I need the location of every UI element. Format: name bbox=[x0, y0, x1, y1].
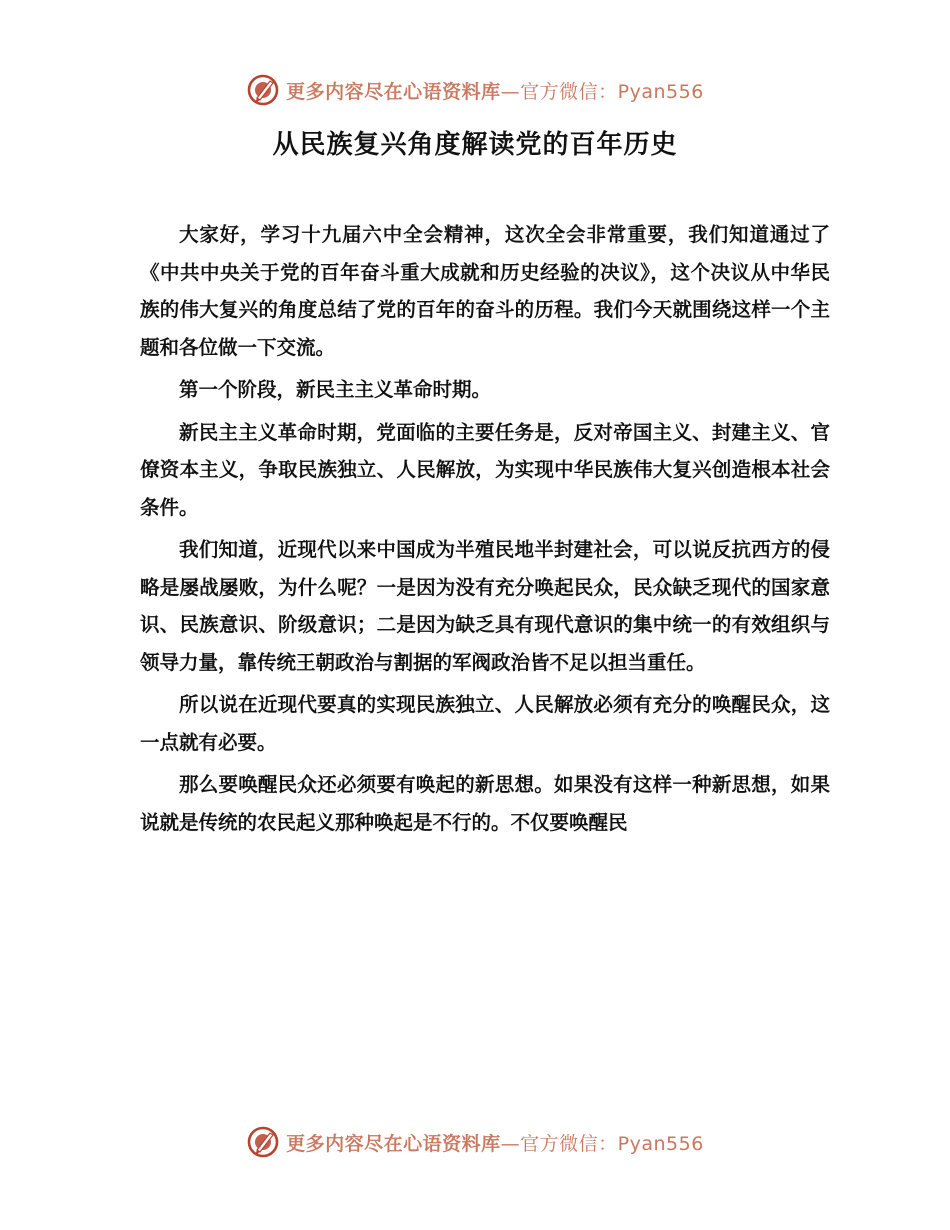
paragraph-new-thought: 那么要唤醒民众还必须要有唤起的新思想。如果没有这样一种新思想，如果说就是传统的农民起义那种唤起是不行的。不仅要唤醒民 bbox=[140, 773, 830, 834]
pen-logo-icon bbox=[246, 1125, 280, 1159]
watermark-text: 更多内容尽在心语资料库—官方微信：Pyan556 bbox=[286, 1132, 704, 1155]
pen-logo-icon bbox=[246, 73, 280, 107]
page-title: 从民族复兴角度解读党的百年历史 bbox=[272, 130, 678, 160]
paragraph-awakening: 所以说在近现代要真的实现民族独立、人民解放必须有充分的唤醒民众，这一点就有必要。 bbox=[140, 693, 830, 754]
paragraph-stage-heading: 第一个阶段，新民主主义革命时期。 bbox=[179, 378, 492, 401]
watermark-text: 更多内容尽在心语资料库—官方微信：Pyan556 bbox=[286, 80, 704, 103]
paragraph-history: 我们知道，近现代以来中国成为半殖民地半封建社会，可以说反抗西方的侵略是屡战屡败，为什么呢？一是因为没有充分唤起民众，民众缺乏现代的国家意识、民族意识、阶级意识；二是因为缺乏具有现代意识的集中统一的有效组织与领导力量，靠传统王朝政治与割据的军阀政治皆不足以担当重任。 bbox=[140, 538, 830, 674]
paragraph-tasks: 新民主主义革命时期，党面临的主要任务是，反对帝国主义、封建主义、官僚资本主义，争取民族独立、人民解放，为实现中华民族伟大复兴创造根本社会条件。 bbox=[140, 420, 830, 519]
paragraph-intro: 大家好，学习十九届六中全会精神，这次全会非常重要，我们知道通过了《中共中央关于党的百年奋斗重大成就和历史经验的决议》，这个决议从中华民族的伟大复兴的角度总结了党的百年的奋斗的历程。我们今天就围绕这样一个主题和各位做一下交流。 bbox=[140, 223, 830, 359]
document-body bbox=[140, 216, 830, 846]
footer-watermark bbox=[0, 1122, 950, 1162]
header-watermark bbox=[0, 70, 950, 110]
